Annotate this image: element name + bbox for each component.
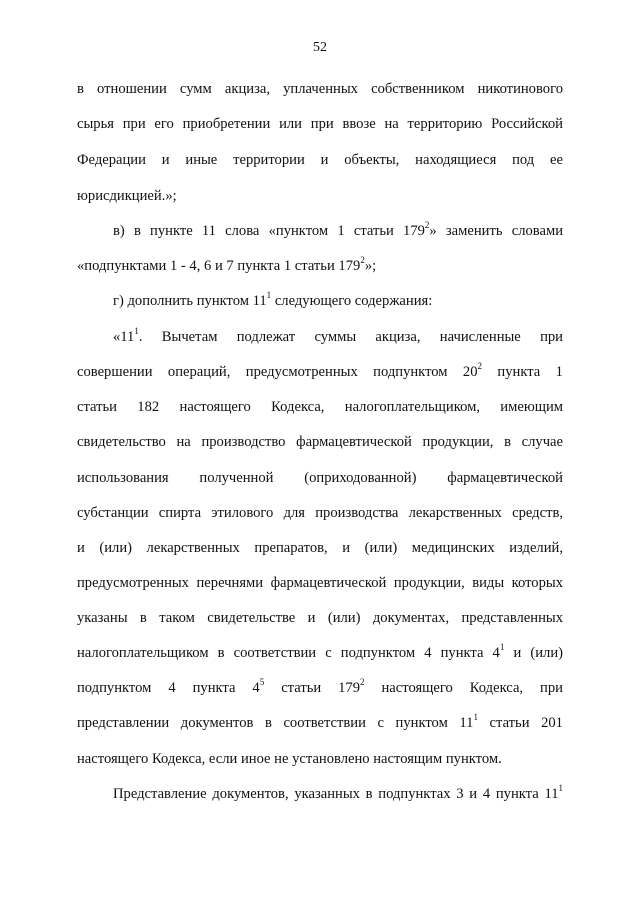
text-line: использования полученной (оприходованной) фармацевтической xyxy=(77,470,563,486)
text-line: свидетельство на производство фармацевтической продукции, в случае xyxy=(77,434,563,450)
text-line: настоящего Кодекса, если иное не установлено настоящим пунктом. xyxy=(77,751,502,767)
text-line: и (или) лекарственных препаратов, и (или) медицинских изделий, xyxy=(77,540,563,556)
text-line: предусмотренных перечнями фармацевтической продукции, виды которых xyxy=(77,575,563,591)
text-line: Федерации и иные территории и объекты, находящиеся под ее xyxy=(77,152,563,168)
text-line: г) дополнить пунктом $11^1$ следующего содержания: xyxy=(113,290,433,309)
text-line: сырья при его приобретении или при ввозе на территорию Российской xyxy=(77,116,563,132)
text-line: «подпунктами 1 - 4, 6 и 7 пункта 1 статьи $179^2$»; xyxy=(77,255,377,274)
text-line: статьи 182 настоящего Кодекса, налогоплательщиком, имеющим xyxy=(77,399,563,415)
text-line: юрисдикцией.»; xyxy=(77,188,177,204)
text-line: подпунктом 4 пункта $4^5$ статьи $179^2$ настоящего Кодекса, при xyxy=(77,677,563,696)
text-line: субстанции спирта этилового для производства лекарственных средств, xyxy=(77,505,563,521)
text-line: налогоплательщиком в соответствии с подпунктом 4 пункта $4^1$ и (или) xyxy=(77,642,563,661)
text-line: «$11^1$. Вычетам подлежат суммы акциза, начисленные при xyxy=(113,326,563,345)
text-line: в отношении сумм акциза, уплаченных собственником никотинового xyxy=(77,81,563,97)
text-line: представлении документов в соответствии с пунктом $11^1$ статьи 201 xyxy=(77,712,563,731)
page-number: 52 xyxy=(313,40,327,55)
text-line: указаны в таком свидетельстве и (или) документах, представленных xyxy=(77,610,563,626)
text-line: Представление документов, указанных в подпунктах 3 и 4 пункта $11^1$ xyxy=(113,783,563,802)
text-line: в) в пункте 11 слова «пунктом 1 статьи $179^2$» заменить словами xyxy=(113,220,564,239)
text-line: совершении операций, предусмотренных подпунктом $20^2$ пункта 1 xyxy=(77,361,563,380)
